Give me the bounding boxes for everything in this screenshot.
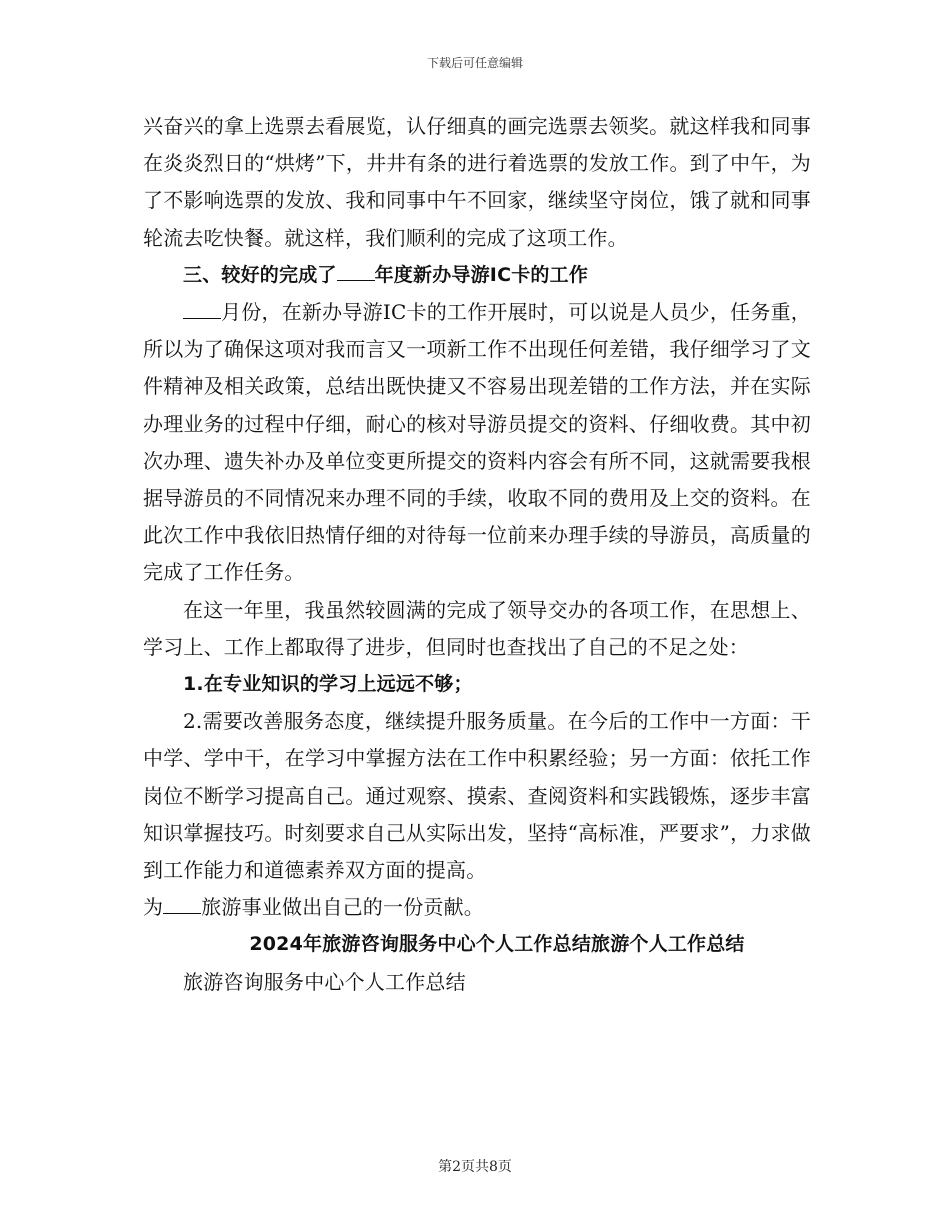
contribution-text: 旅游事业做出自己的一份贡献。: [201, 895, 485, 920]
list-item-2: 2.需要改善服务态度，继续提升服务质量。在今后的工作中一方面：干中学、学中干，在学习中掌握方法在工作中积累经验；另一方面：依托工作岗位不断学习提高自己。通过观察、摸索、查阅资料和实践锻炼，逐步丰富知识掌握技巧。时刻要求自己从实际出发，坚持“高标准，严要求”，力求做到工作能力和道德素养双方面的提高。: [143, 709, 811, 883]
heading-text-start: 三、较好的完成了: [183, 263, 337, 286]
document-body: [143, 108, 811, 1001]
document-title: 2024年旅游咨询服务中心个人工作总结旅游个人工作总结: [249, 933, 745, 956]
contribution-prefix: 为: [143, 895, 164, 920]
document-subtitle: 旅游咨询服务中心个人工作总结: [183, 969, 466, 994]
list-item-1: 1.在专业知识的学习上远远不够；: [183, 673, 473, 696]
blank-field-month: [183, 300, 221, 319]
download-note: 下载后可任意编辑: [426, 56, 523, 70]
section-heading-ic-card: [143, 257, 811, 294]
blank-field-region: [163, 895, 201, 914]
page-number: 第2页共8页: [438, 1159, 512, 1175]
blank-field-year: [337, 262, 375, 281]
paragraph-ic-card-work: [143, 294, 811, 592]
paragraph-ic-card-text: 月份，在新办导游IC卡的工作开展时，可以说是人员少，任务重，所以为了确保这项对我而言又一项新工作不出现任何差错，我仔细学习了文件精神及相关政策，总结出既快捷又不容易出现差错的工作方法，并在实际办理业务的过程中仔细，耐心的核对导游员提交的资料、仔细收费。其中初次办理、遗失补办及单位变更所提交的资料内容会有所不同，这就需要我根据导游员的不同情况来办理不同的手续，收取不同的费用及上交的资料。在此次工作中我依旧热情仔细的对待每一位前来办理手续的导游员，高质量的完成了工作任务。: [143, 300, 811, 585]
heading-text-end: 年度新办导游IC卡的工作: [374, 263, 589, 286]
paragraph-year-summary: 在这一年里，我虽然较圆满的完成了领导交办的各项工作，在思想上、学习上、工作上都取得了进步，但同时也查找出了自己的不足之处：: [143, 597, 811, 659]
paragraph-contribution: [143, 889, 811, 926]
paragraph-ballot-distribution: 兴奋兴的拿上选票去看展览，认仔细真的画完选票去领奖。就这样我和同事在炎炎烈日的“烘烤”下，井井有条的进行着选票的发放工作。到了中午，为了不影响选票的发放、我和同事中午不回家，继续坚守岗位，饿了就和同事轮流去吃快餐。就这样，我们顺利的完成了这项工作。: [143, 114, 811, 250]
